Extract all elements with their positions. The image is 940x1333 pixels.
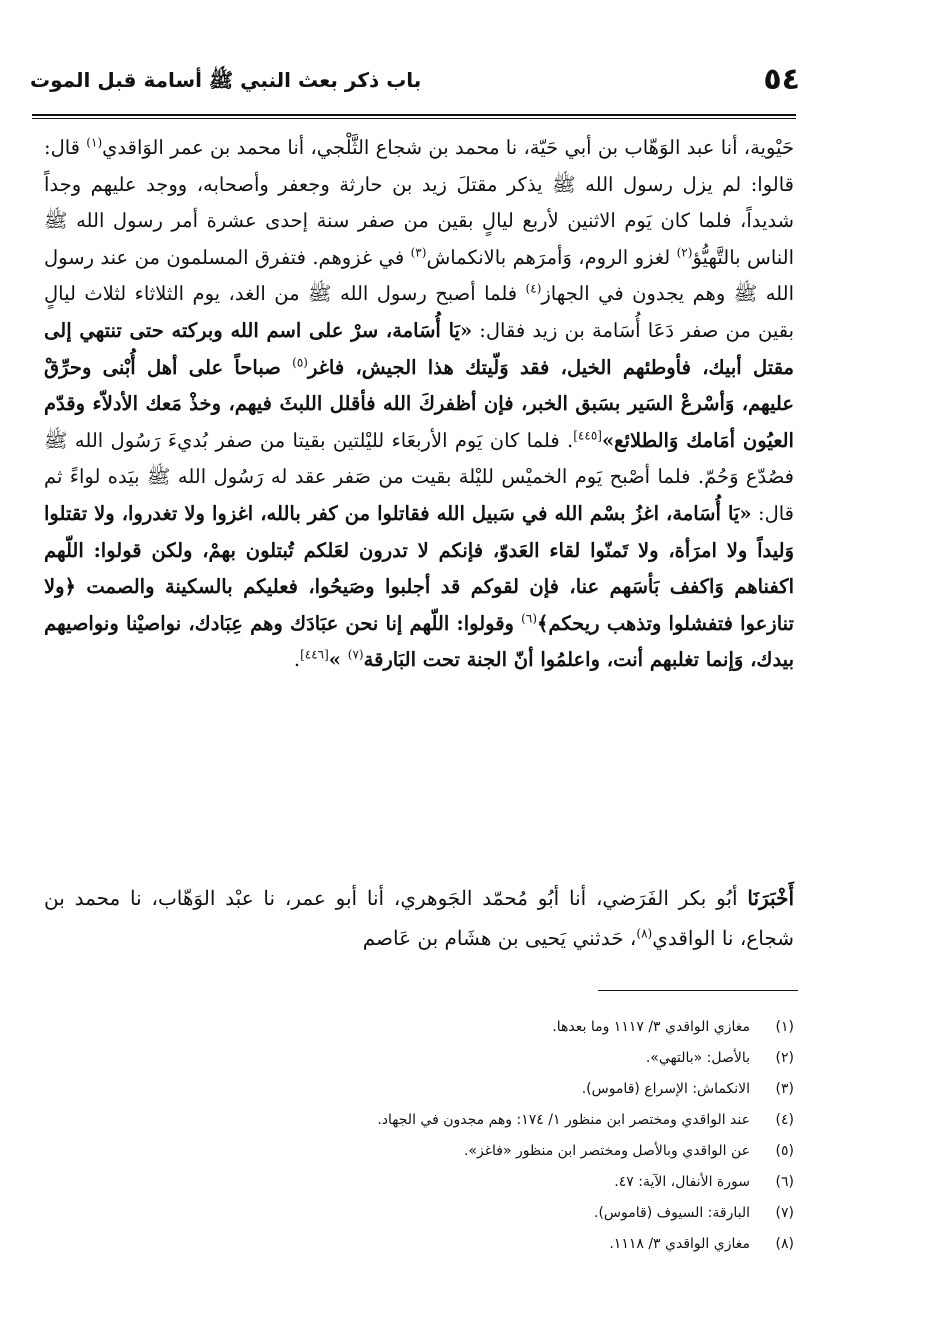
text-segment: . فلما كان يَوم الأربعَاء لليْلتين بقيتا من صفر بُديءَ رَسُول الله ﷺ فصُدّع وَحُمّ. فلما أصْبح يَوم الخميْس لليْلة بقيت من صَفر عقد له رَسُول الله ﷺ بيَده لواءً ثم قال: — [44, 428, 795, 525]
hadith-quote: » — [328, 648, 348, 672]
footnote-marker[interactable]: (٥) — [292, 355, 308, 370]
footnote-item — [200, 1043, 794, 1074]
footnote-item — [200, 1012, 794, 1043]
footnote-text: سورة الأنفال، الآية: ٤٧. — [614, 1174, 750, 1190]
footnote-number: (٦) — [775, 1174, 794, 1190]
reference-marker: [٤٤٥] — [573, 428, 602, 443]
text-segment: فلما أصبح رسول الله ﷺ من الغد، يوم الثلاثاء لثلاث ليالٍ بقين من صفر دَعَا أُسَامة بن زيد فقال: — [44, 282, 794, 342]
footnote-number: (١) — [775, 1019, 794, 1035]
footnote-text: الانكماش: الإسراع (قاموس). — [581, 1081, 750, 1097]
text-segment: لغزو الروم، وَأمرَهم بالانكماش — [426, 245, 677, 269]
footnote-number: (٧) — [775, 1205, 794, 1221]
footnote-marker[interactable]: (٢) — [676, 245, 693, 260]
hadith-quote: صباحاً على أهل أُبْنى وحرِّقْ عليهم، وَأسْرعْ السَير بسَبق الخبر، فإن أظفركَ الله فأقلل اللبثَ فيهم، وخذْ مَعك الأدلاّء وقدّم العيُون أمَامك وَالطلائع» — [44, 355, 794, 452]
running-title: باب ذكر بعث النبي ﷺ أسامة قبل الموت — [30, 68, 422, 92]
footnote-text: مغازي الواقدي ٣/ ١١١٨. — [609, 1236, 750, 1252]
footnote-separator — [598, 990, 798, 991]
text-segment: في غزوهم. فتفرق المسلمون من عند رسول الله ﷺ وهم يجدون في الجهاز — [44, 245, 794, 306]
footnote-marker[interactable]: (٣) — [410, 245, 427, 260]
paragraph-lead-word: أَخْبَرَنَا — [747, 886, 794, 910]
footnote-marker[interactable]: (٨) — [636, 926, 653, 941]
footnote-number: (٢) — [775, 1050, 794, 1066]
footnote-item — [200, 1198, 794, 1229]
hadith-quote: «يَا أُسَامة، سرْ على اسم الله وبركته حتى تنتهي إلى مقتل أبيك، فأوطئهم الخيل، فقد وَلّيتك هذا الجيش، فاغر — [44, 318, 795, 379]
main-paragraph — [44, 130, 794, 679]
text-segment: حَيْوية، أنا عبد الوَهّاب بن أبي حَيّة، نا محمد بن شجاع الثَّلْجي، أنا محمد بن عمر الوَاقدي — [102, 136, 794, 159]
text-segment: قال: قالوا: لم يزل رسول الله ﷺ يذكر مقتلَ زيد بن حارثة وجعفر وأصحابه، ووجد عليهم وجداً شديداً، فلما كان يَوم الاثنين لأربع ليالٍ بقين من صفر سنة إحدى عشرة أمر رسول الله ﷺ الناس بالتَّهيُّؤ — [44, 136, 795, 269]
header-rule — [32, 114, 796, 119]
footnote-marker[interactable]: (٤) — [525, 281, 542, 296]
footnote-item — [200, 1229, 794, 1260]
footnotes-list — [200, 1012, 794, 1260]
footnote-item — [200, 1167, 794, 1198]
footnote-number: (٤) — [775, 1112, 794, 1128]
footnote-text: البارقة: السيوف (قاموس). — [594, 1205, 750, 1221]
footnote-item — [200, 1074, 794, 1105]
footnote-text: عند الواقدي ومختصر ابن منظور ١/ ١٧٤: وهم مجدون في الجهاد. — [377, 1112, 750, 1128]
footnote-text: مغازي الواقدي ٣/ ١١١٧ وما بعدها. — [552, 1019, 750, 1035]
reference-marker: [٤٤٦] — [300, 647, 329, 662]
text-segment: أبُو بكر الفَرَضي، أنا أبُو مُحمّد الجَوهري، أنا أبو عمر، نا عبْد الوَهّاب، نا محمد بن شجاع، نا الواقدي — [44, 886, 794, 950]
footnote-marker[interactable]: (٧) — [347, 647, 364, 662]
footnote-number: (٣) — [775, 1081, 794, 1097]
text-segment: . — [293, 648, 301, 672]
page-number: ٥٤ — [763, 62, 800, 97]
footnote-text: عن الواقدي وبالأصل ومختصر ابن منظور «فاغز». — [463, 1143, 750, 1159]
text-segment: ، حَدثني يَحيى بن هشَام بن عَاصم — [362, 926, 637, 950]
second-paragraph — [44, 878, 794, 958]
footnote-number: (٨) — [775, 1236, 794, 1252]
footnote-item — [200, 1136, 794, 1167]
footnote-marker[interactable]: (١) — [86, 135, 103, 150]
footnote-text: بالأصل: «بالتهي». — [645, 1050, 750, 1066]
footnote-number: (٥) — [775, 1143, 794, 1159]
footnote-marker[interactable]: (٦) — [521, 611, 537, 626]
hadith-quote: وقولوا: اللّهم إنا نحن عبَادَك وهم عِبَادك، نواصيْنا ونواصيهم بيدك، وَإنما تغلبهم أنت، واعلمُوا أنّ الجنة تحت البَارقة — [44, 611, 794, 672]
hadith-quote: «يَا أُسَامة، اغزُ بسْم الله في سَبيل الله فقاتلوا من كفر بالله، اغزوا ولا تغدروا، ولا تقتلوا وَليداً ولا امرَأة، ولا تَمنّوا لقاء العَدوّ، فإنكم لا تدرون لعَلكم تُبتلون بهمْ، ولكن قولوا: اللّهم اكفناهم وَاكفف بَأسَهم عنا، فإن لقوكم قد أجلبوا وصَيحُوا، فعليكم بالسكينة والصمت ﴿ولا تنازعوا فتفشلوا وتذهب ريحكم﴾ — [44, 501, 794, 635]
footnote-item — [200, 1105, 794, 1136]
page-header — [30, 60, 800, 106]
